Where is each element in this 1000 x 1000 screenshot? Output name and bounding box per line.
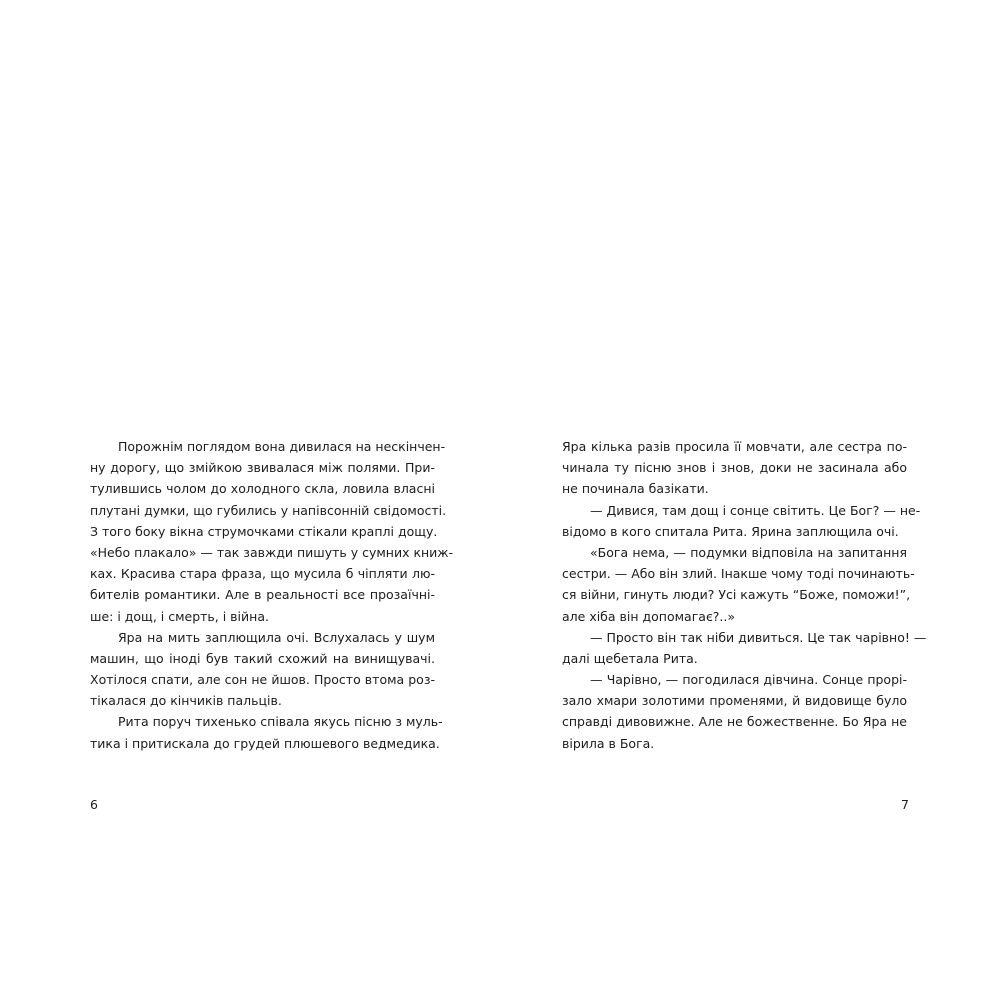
text-line: сестри. — Або він злий. Інакше чому тоді починають- [562, 566, 915, 582]
left-page-text [90, 436, 454, 754]
page-number-right: 7 [901, 797, 909, 812]
text-line: — Чарівно, — погодилася дівчина. Сонце прорі- [590, 672, 907, 688]
text-line: З того боку вікна струмочками стікали краплі дощу. [90, 523, 438, 539]
text-line: чинала ту пісню знов і знов, доки не засинала або [562, 460, 907, 476]
text-line: «Бога нема, — подумки відповіла на запитання [590, 544, 907, 560]
text-line: ся війни, гинуть люди? Усі кажуть “Боже, поможи!”, [562, 587, 911, 603]
right-page-text [562, 436, 927, 754]
text-line: справді дивовижне. Але не божественне. Бо Яра не [562, 714, 907, 730]
text-line: «Небо плакало» — так завжди пишуть у сумних книж- [90, 544, 454, 560]
text-line: ну дорогу, що змійкою звивалася між полями. При- [90, 460, 435, 476]
text-line: ках. Красива стара фраза, що мусила б чіпляти лю- [90, 566, 435, 582]
text-line: плутані думки, що губились у напівсонній свідомості. [90, 502, 447, 518]
text-line: далі щебетала Рита. [562, 650, 698, 666]
text-line: не починала базікати. [562, 481, 709, 497]
text-line: — Дивися, там дощ і сонце світить. Це Бог? — не- [590, 502, 921, 518]
text-line: Яра на мить заплющила очі. Вслухалась у шум [118, 629, 435, 645]
text-line: тика і притискала до грудей плюшевого ведмедика. [90, 735, 440, 751]
text-line: але хіба він допомагає?..» [562, 608, 736, 624]
text-line: відомо в кого спитала Рита. Ярина заплющила очі. [562, 523, 899, 539]
text-line: тікалася до кінчиків пальців. [90, 693, 282, 709]
text-line: тулившись чолом до холодного скла, ловила власні [90, 481, 435, 497]
page-number-left: 6 [90, 797, 98, 812]
text-line: — Просто він так ніби дивиться. Це так чарівно! — [590, 629, 927, 645]
text-line: машин, що іноді був такий схожий на винищувачі. [90, 650, 435, 666]
text-line: Рита поруч тихенько співала якусь пісню з муль- [118, 714, 443, 730]
text-line: вірила в Бога. [562, 735, 655, 751]
text-line: Хотілося спати, але сон не йшов. Просто втома роз- [90, 672, 435, 688]
text-line: зало хмари золотими променями, й видовище було [562, 693, 907, 709]
text-line: бителів романтики. Але в реальності все прозаїчні- [90, 587, 435, 603]
text-line: Порожнім поглядом вона дивилася на нескінчен- [118, 439, 446, 454]
text-line: ше: і дощ, і смерть, і війна. [90, 608, 269, 624]
text-line: Яра кілька разів просила її мовчати, але сестра по- [562, 439, 907, 454]
